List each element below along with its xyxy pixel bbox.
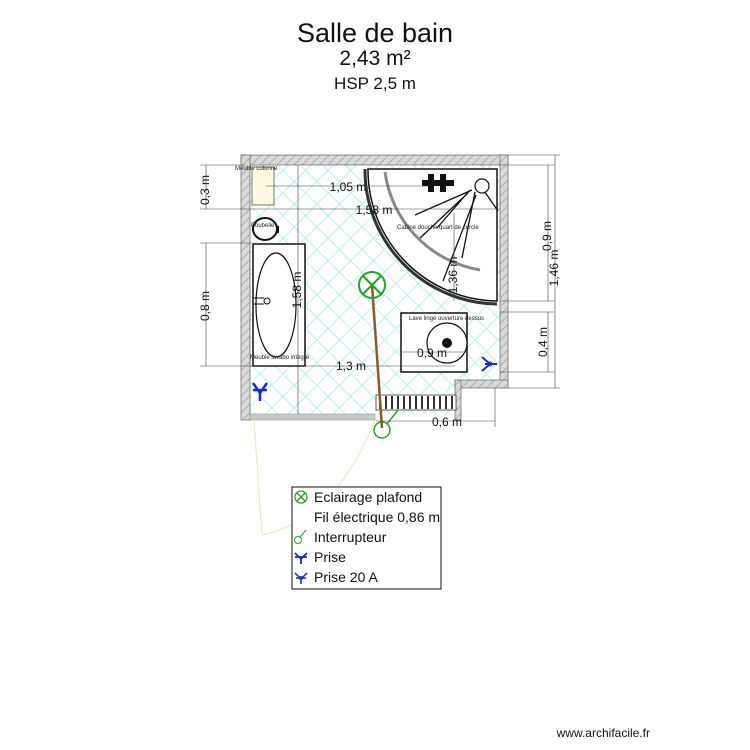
washer-label: Lave linge ouverture dessus (409, 316, 485, 322)
dim-1-58-height: 1,58 m (290, 271, 304, 309)
trash-bin-label: Poubelle (251, 223, 275, 229)
dim-0-9-washer: 0,9 m (416, 346, 448, 360)
dim-0-3: 0,3 m (198, 174, 212, 206)
legend-label-outlet-20a: Prise 20 A (314, 569, 378, 585)
legend-label-switch: Interrupteur (314, 529, 387, 545)
vanity-label: Meuble lavabo intégré (250, 355, 310, 361)
column-cabinet-label: Meuble colonne (235, 166, 278, 172)
dim-0-8: 0,8 m (198, 290, 212, 322)
legend (292, 487, 441, 589)
dim-1-3: 1,3 m (335, 359, 367, 373)
dim-0-9-right: 0,9 m (540, 220, 554, 252)
radiator (376, 395, 456, 410)
shower-label: Cabine douche quart de cercle (397, 225, 479, 231)
legend-label-wire: Fil électrique 0,86 m (314, 509, 441, 525)
legend-label-light: Eclairage plafond (314, 489, 423, 505)
dim-0-6: 0,6 m (431, 415, 463, 429)
legend-label-outlet: Prise (314, 549, 346, 565)
ceiling-height: HSP 2,5 m (334, 74, 416, 93)
dim-1-58-width: 1,58 m (355, 203, 393, 217)
watermark: www.archifacile.fr (556, 726, 650, 740)
dim-1-36: 1,36 m (446, 256, 460, 294)
dim-1-46: 1,46 m (547, 249, 561, 287)
dim-0-4: 0,4 m (536, 326, 550, 358)
room-title: Salle de bain (296, 18, 454, 48)
trash-bin[interactable] (251, 218, 279, 240)
dim-1-05: 1,05 m (329, 180, 367, 194)
room-area: 2,43 m² (339, 47, 411, 70)
